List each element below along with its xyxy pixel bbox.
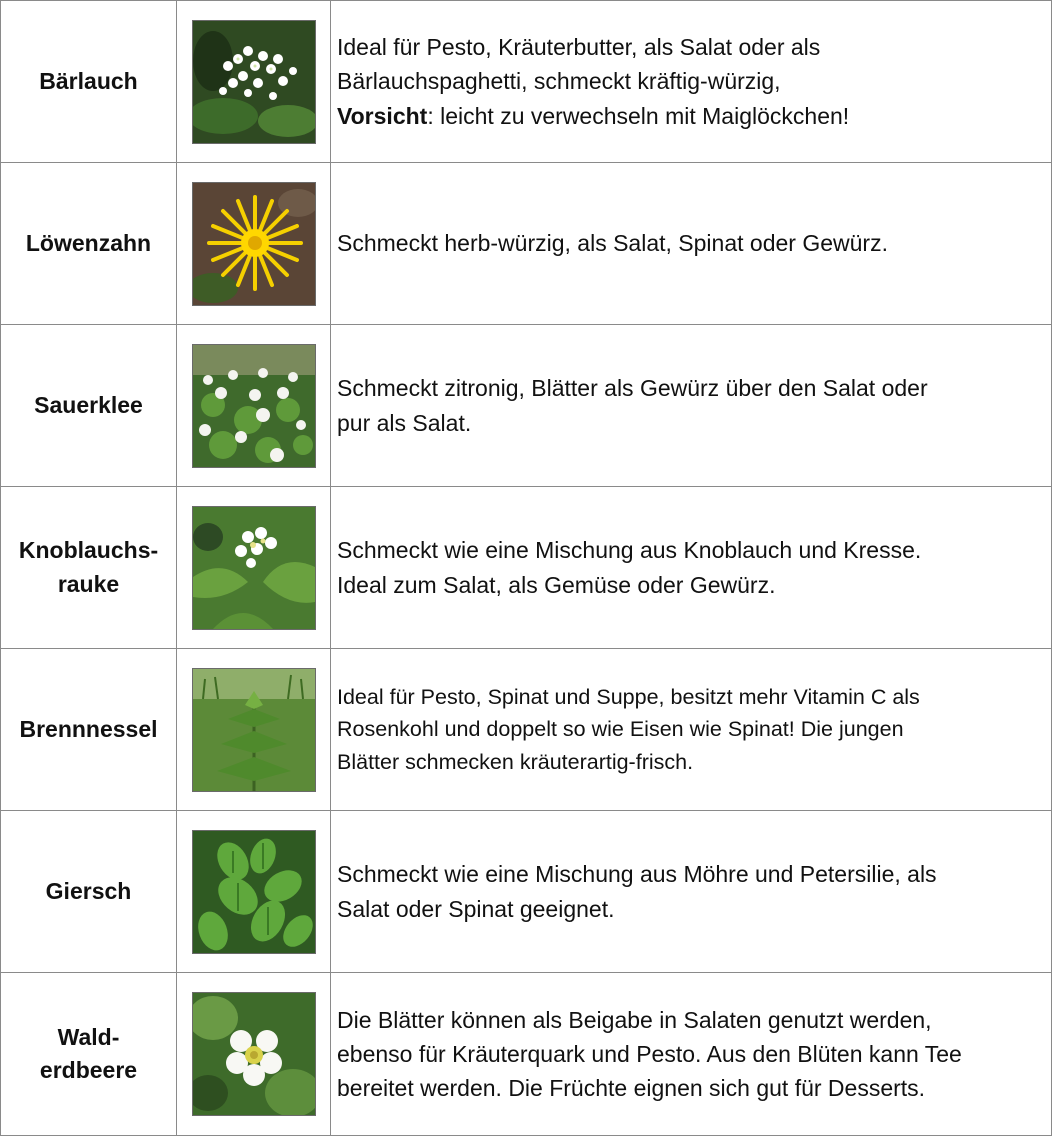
description-line — [337, 99, 1047, 133]
herb-name: Giersch — [45, 877, 132, 904]
herb-name: Sauerklee — [34, 391, 143, 418]
herb-description — [337, 226, 1047, 260]
walderdbeere-photo — [192, 992, 316, 1116]
baerlauch-photo — [192, 20, 316, 144]
warning-label: Vorsicht — [337, 102, 428, 129]
description-line: Ideal für Pesto, Spinat und Suppe, besitzt mehr Vitamin C als — [337, 685, 920, 710]
giersch-photo — [192, 830, 316, 954]
table-row-knoblauchsrauke — [1, 487, 1052, 649]
table-row-baerlauch — [1, 1, 1052, 163]
herb-description — [337, 681, 1047, 778]
description-line: Blätter schmecken kräuterartig-frisch. — [337, 749, 694, 774]
herb-name-line: rauke — [57, 570, 120, 597]
herb-description — [337, 857, 1047, 925]
table-row-walderdbeere — [1, 973, 1052, 1136]
herb-name — [13, 534, 164, 601]
description-line: Schmeckt zitronig, Blätter als Gewürz über den Salat oder — [337, 375, 928, 402]
knoblauchsrauke-photo — [192, 506, 316, 630]
description-line: Ideal zum Salat, als Gemüse oder Gewürz. — [337, 571, 776, 598]
brennnessel-photo — [192, 668, 316, 792]
herb-description — [337, 533, 1047, 601]
herb-name-line: Knoblauchs- — [18, 537, 159, 564]
table-row-sauerklee — [1, 325, 1052, 487]
description-line: Die Blätter können als Beigabe in Salaten genutzt werden, — [337, 1006, 932, 1033]
herb-name: Bärlauch — [39, 67, 138, 94]
loewenzahn-photo — [192, 182, 316, 306]
herb-name — [34, 1021, 143, 1088]
sauerklee-photo — [192, 344, 316, 468]
herb-name: Löwenzahn — [25, 229, 152, 256]
herb-description — [337, 30, 1047, 132]
herb-name-line: erdbeere — [39, 1057, 138, 1083]
description-line: Bärlauchspaghetti, schmeckt kräftig-würzig, — [337, 68, 781, 95]
herb-description — [337, 1003, 1047, 1105]
table-row-brennnessel — [1, 649, 1052, 811]
description-line: pur als Salat. — [337, 409, 472, 436]
description-line: ebenso für Kräuterquark und Pesto. Aus den Blüten kann Tee — [337, 1040, 962, 1067]
description-line: Ideal für Pesto, Kräuterbutter, als Salat oder als — [337, 34, 821, 61]
warning-text: : leicht zu verwechseln mit Maiglöckchen! — [427, 102, 850, 129]
description-line: Schmeckt wie eine Mischung aus Möhre und Petersilie, als — [337, 861, 937, 888]
herb-description — [337, 371, 1047, 439]
table-row-giersch — [1, 811, 1052, 973]
description-line: bereitet werden. Die Früchte eignen sich gut für Desserts. — [337, 1075, 926, 1102]
herb-name: Brennnessel — [19, 715, 158, 742]
table-row-loewenzahn — [1, 163, 1052, 325]
herb-name-line: Wald- — [57, 1023, 120, 1050]
description-line: Schmeckt herb-würzig, als Salat, Spinat oder Gewürz. — [337, 230, 888, 257]
description-line: Rosenkohl und doppelt so wie Eisen wie Spinat! Die jungen — [337, 717, 904, 742]
description-line: Schmeckt wie eine Mischung aus Knoblauch und Kresse. — [337, 537, 922, 564]
description-line: Salat oder Spinat geeignet. — [337, 895, 615, 922]
